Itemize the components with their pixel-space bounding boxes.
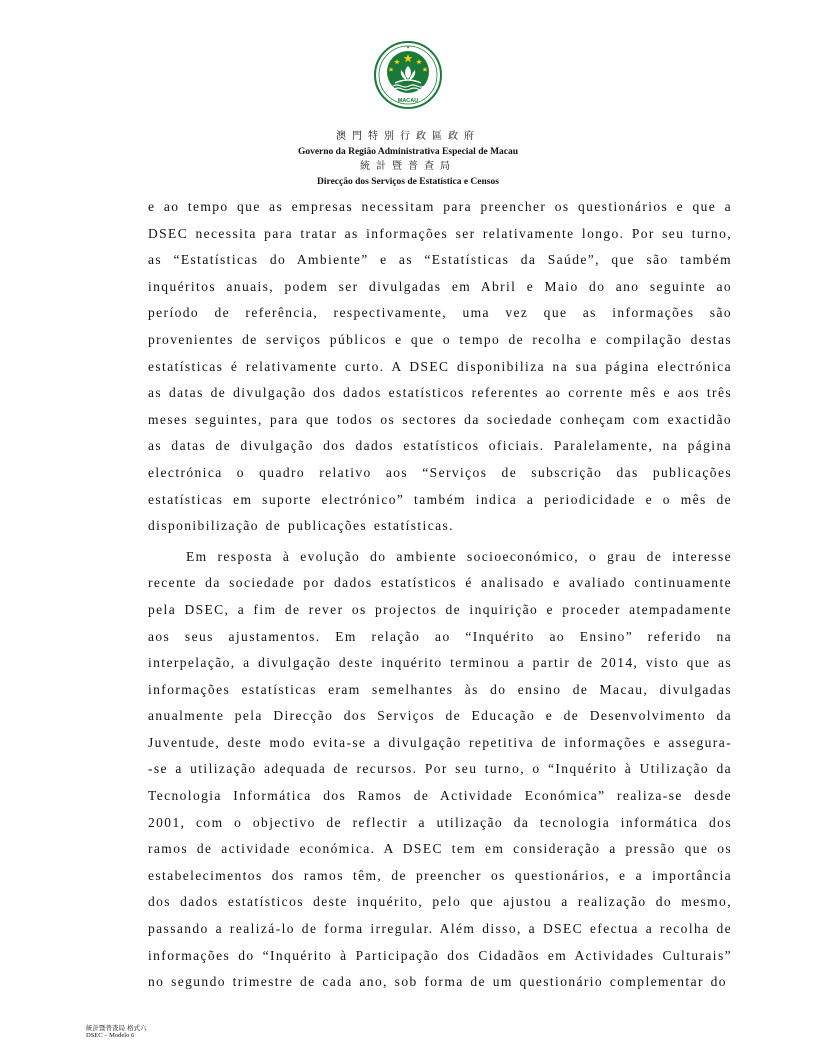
department-name-chinese: 統計暨普查局 xyxy=(360,161,456,172)
document-body xyxy=(148,194,732,996)
form-code-portuguese: DSEC – Modelo 6 xyxy=(86,1032,135,1039)
paragraph: Em resposta à evolução do ambiente socioeconómico, o grau de interesse recente da sociedade por dados estatísticos é analisado e avaliado continuamente pela DSEC, a fim de rever os projectos de inquirição e proceder atempadamente aos seus ajustamentos. Em relação ao “Inquérito ao Ensino” referido na interpelação, a divulgação deste inquérito terminou a partir de 2014, visto que as informações estatísticas eram semelhantes às do ensino de Macau, divulgadas anualmente pela Direcção dos Serviços de Educação e de Desenvolvimento da Juventude, deste modo evita-se a divulgação repetitiva de informações e assegura--se a utilização adequada de recursos. Por seu turno, o “Inquérito à Utilização da Tecnologia Informática dos Ramos de Actividade Económica” realiza-se desde 2001, com o objectivo de reflectir a utilização da tecnologia informática dos ramos de actividade económica. A DSEC tem em consideração a pressão que os estabelecimentos dos ramos têm, de preencher os questionários, e a importância dos dados estatísticos deste inquérito, pelo que ajustou a realização do mesmo, passando a realizá-lo de forma irregular. Além disso, a DSEC efectua a recolha de informações do “Inquérito à Participação dos Cidadãos em Actividades Culturais” no segundo trimestre de cada ano, sob forma de um questionário complementar do xyxy=(148,548,732,990)
government-name-portuguese: Governo da Região Administrativa Especial de Macau xyxy=(297,147,519,157)
form-footer xyxy=(86,1024,147,1040)
department-name-portuguese: Direcção dos Serviços de Estatística e Censos xyxy=(317,177,499,187)
paragraph: e ao tempo que as empresas necessitam para preencher os questionários e que a DSEC necessita para tratar as informações ser relativamente longo. Por seu turno, as “Estatísticas do Ambiente” e as “Estatísticas da Saúde”, que são também inquéritos anuais, podem ser divulgadas em Abril e Maio do ano seguinte ao período de referência, respectivamente, uma vez que as informações são provenientes de serviços públicos e que o tempo de recolha e compilação destas estatísticas é relativamente curto. A DSEC disponibiliza na sua página electrónica as datas de divulgação dos dados estatísticos referentes ao corrente mês e aos três meses seguintes, para que todos os sectores da sociedade conheçam com exactidão as datas de divulgação dos dados estatísticos oficiais. Paralelamente, na página electrónica o quadro relativo aos “Serviços de subscrição das publicações estatísticas em suporte electrónico” também indica a periodicidade e o mês de disponibilização de publicações estatísticas. xyxy=(148,199,732,534)
macau-emblem-icon xyxy=(373,40,443,110)
svg-text:★: ★ xyxy=(406,44,410,50)
government-name-chinese: 澳門特別行政區政府 xyxy=(336,131,480,142)
seal-text: MACAU xyxy=(397,98,419,104)
letterhead xyxy=(0,40,816,188)
form-code-chinese: 統計暨普查局 格式六 xyxy=(86,1024,147,1032)
